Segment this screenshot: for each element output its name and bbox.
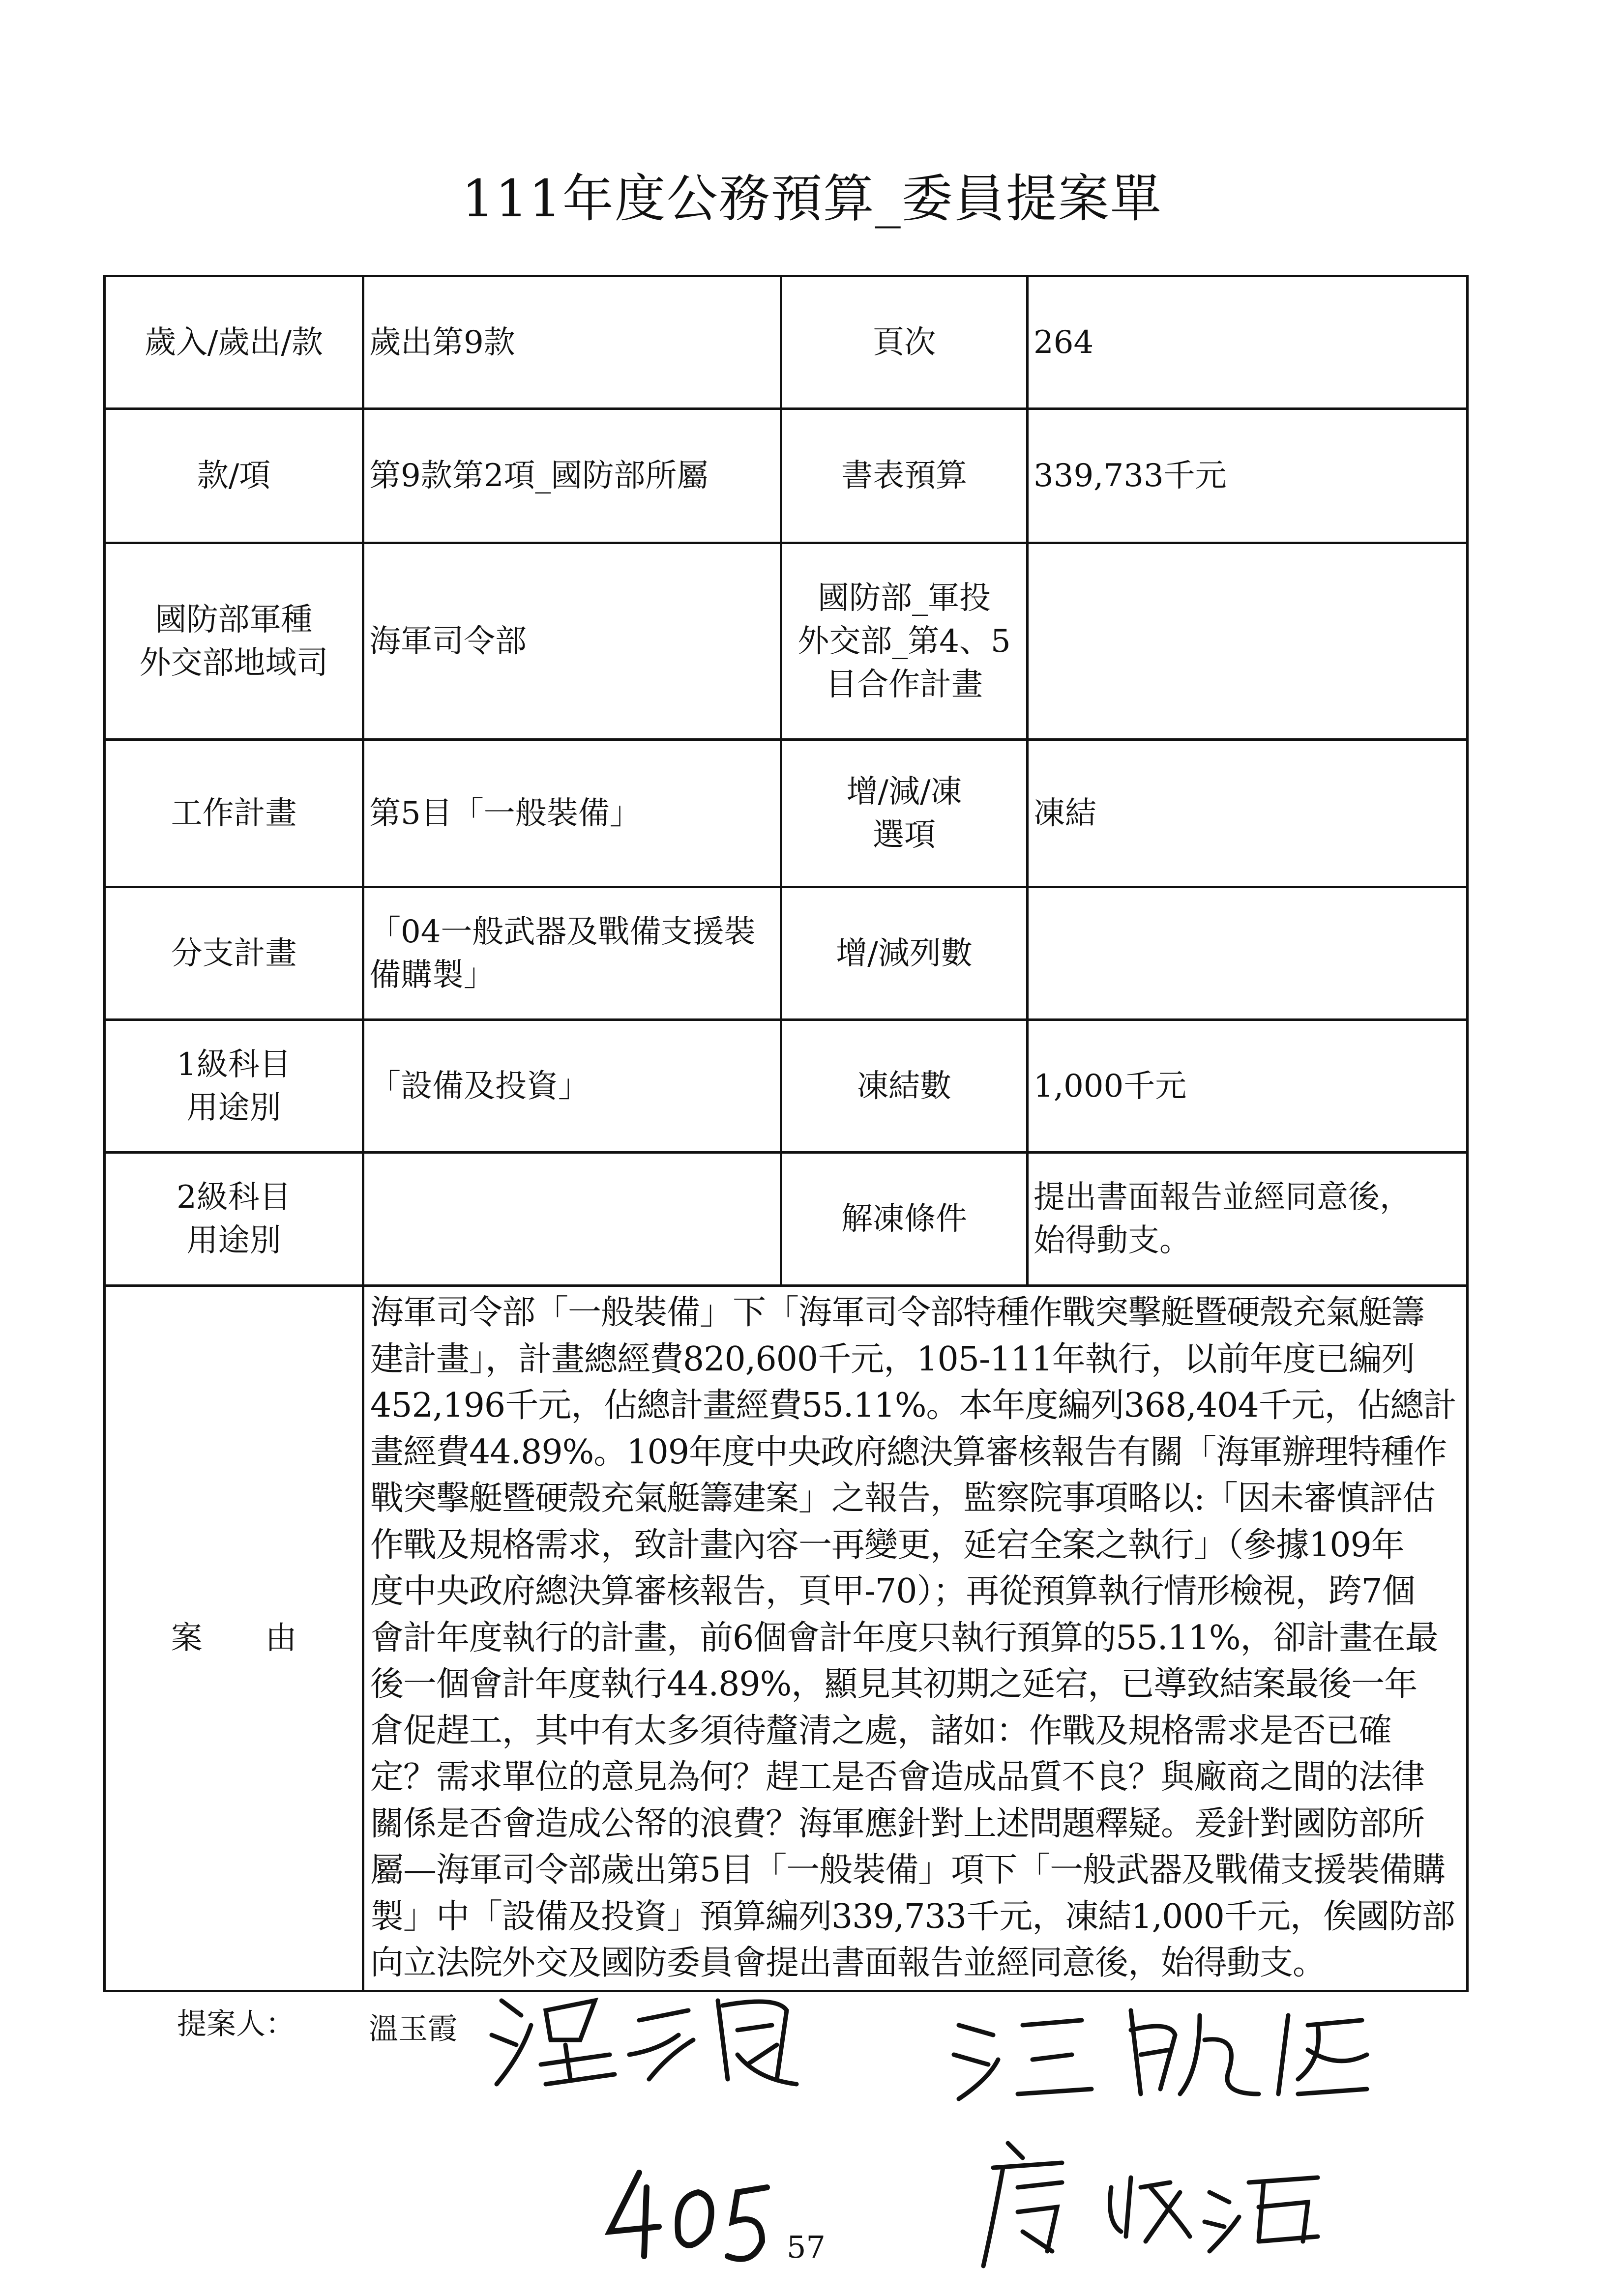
field-label: 頁次 (781, 276, 1028, 409)
field-value (363, 1153, 781, 1286)
table-row (105, 887, 1468, 1020)
field-label: 分支計畫 (105, 887, 363, 1020)
field-value: 339,733千元 (1028, 409, 1468, 543)
table-row (105, 276, 1468, 409)
reason-line: 建計畫」，計畫總經費820,600千元，105-111年執行，以前年度已編列 (370, 1339, 1415, 1379)
field-value (1028, 887, 1468, 1020)
handwritten-number-405 (600, 2158, 787, 2276)
reason-line: 會計年度執行的計畫，前6個會計年度只執行預算的55.11%，卻計畫在最 (370, 1618, 1438, 1657)
reason-line: 屬—海軍司令部歲出第5目「一般裝備」項下「一般武器及戰備支援裝備購 (370, 1851, 1446, 1889)
reason-line: 海軍司令部「一般裝備」下「海軍司令部特種作戰突擊艇暨硬殼充氣艇籌 (370, 1293, 1425, 1332)
reason-line: 關係是否會造成公帑的浪費？海軍應針對上述問題釋疑。爰針對國防部所 (370, 1804, 1425, 1843)
reason-label: 案 由 (105, 1286, 363, 1991)
field-label: 款/項 (105, 409, 363, 543)
signature-liao-wanru (964, 2123, 1357, 2281)
field-label: 增/減列數 (781, 887, 1028, 1020)
reason-line: 後一個會計年度執行44.89%，顯見其初期之延宕，已導致結案最後一年 (370, 1665, 1417, 1704)
field-value: 第5目「一般裝備」 (363, 740, 781, 887)
field-label: 歲入/歲出/款 (105, 276, 363, 409)
field-value: 264 (1028, 276, 1468, 409)
field-label: 國防部_軍投 外交部_第4、5 目合作計畫 (781, 543, 1028, 740)
proposer-label: 提案人： (177, 2007, 295, 2041)
reason-text (363, 1286, 1468, 1991)
field-value: 歲出第9款 (363, 276, 781, 409)
reason-line: 製」中「設備及投資」預算編列339,733千元，凍結1,000千元，俟國防部 (370, 1897, 1455, 1936)
proposer-name: 溫玉霞 (369, 2012, 457, 2046)
page-title: 111年度公務預算_委員提案單 (462, 169, 1162, 229)
reason-line: 作戰及規格需求，致計畫內容一再變更，延宕全案之執行」（參據109年 (370, 1525, 1404, 1565)
field-value (1028, 543, 1468, 740)
proposal-table (103, 275, 1469, 1992)
reason-line: 戰突擊艇暨硬殼充氣艇籌建案」之報告，監察院事項略以:「因未審慎評估 (370, 1479, 1435, 1518)
field-label: 2級科目 用途別 (105, 1153, 363, 1286)
page-number: 57 (787, 2229, 826, 2265)
signature-jiang-qichen (944, 1996, 1377, 2109)
reason-line: 452,196千元，佔總計畫經費55.11%。本年度編列368,404千元，佔總計 (370, 1386, 1456, 1425)
field-label: 1級科目 用途別 (105, 1020, 363, 1153)
field-value: 凍結 (1028, 740, 1468, 887)
reason-line: 倉促趕工，其中有太多須待釐清之處，諸如：作戰及規格需求是否已確 (370, 1711, 1392, 1750)
field-value: 1,000千元 (1028, 1020, 1468, 1153)
field-label: 解凍條件 (781, 1153, 1028, 1286)
reason-line: 定？需求單位的意見為何？趕工是否會造成品質不良？與廠商之間的法律 (370, 1758, 1425, 1797)
reason-line: 向立法院外交及國防委員會提出書面報告並經同意後，始得動支。 (370, 1944, 1326, 1982)
table-row (105, 740, 1468, 887)
reason-line: 畫經費44.89%。109年度中央政府總決算審核報告有關「海軍辦理特種作 (370, 1432, 1447, 1472)
reason-row (105, 1286, 1468, 1991)
signature-wen-yuxia (482, 1981, 836, 2094)
table-row (105, 543, 1468, 740)
field-value: 海軍司令部 (363, 543, 781, 740)
reason-line: 度中央政府總決算審核報告，頁甲-70）；再從預算執行情形檢視，跨7個 (370, 1572, 1415, 1611)
field-value: 提出書面報告並經同意後， 始得動支。 (1028, 1153, 1468, 1286)
field-value: 「設備及投資」 (363, 1020, 781, 1153)
field-label: 凍結數 (781, 1020, 1028, 1153)
field-value: 第9款第2項_國防部所屬 (363, 409, 781, 543)
table-row (105, 409, 1468, 543)
field-label: 書表預算 (781, 409, 1028, 543)
field-label: 國防部軍種 外交部地域司 (105, 543, 363, 740)
table-row (105, 1153, 1468, 1286)
field-label: 工作計畫 (105, 740, 363, 887)
field-value: 「04一般武器及戰備支援裝 備購製」 (363, 887, 781, 1020)
field-label: 增/減/凍 選項 (781, 740, 1028, 887)
table-row (105, 1020, 1468, 1153)
